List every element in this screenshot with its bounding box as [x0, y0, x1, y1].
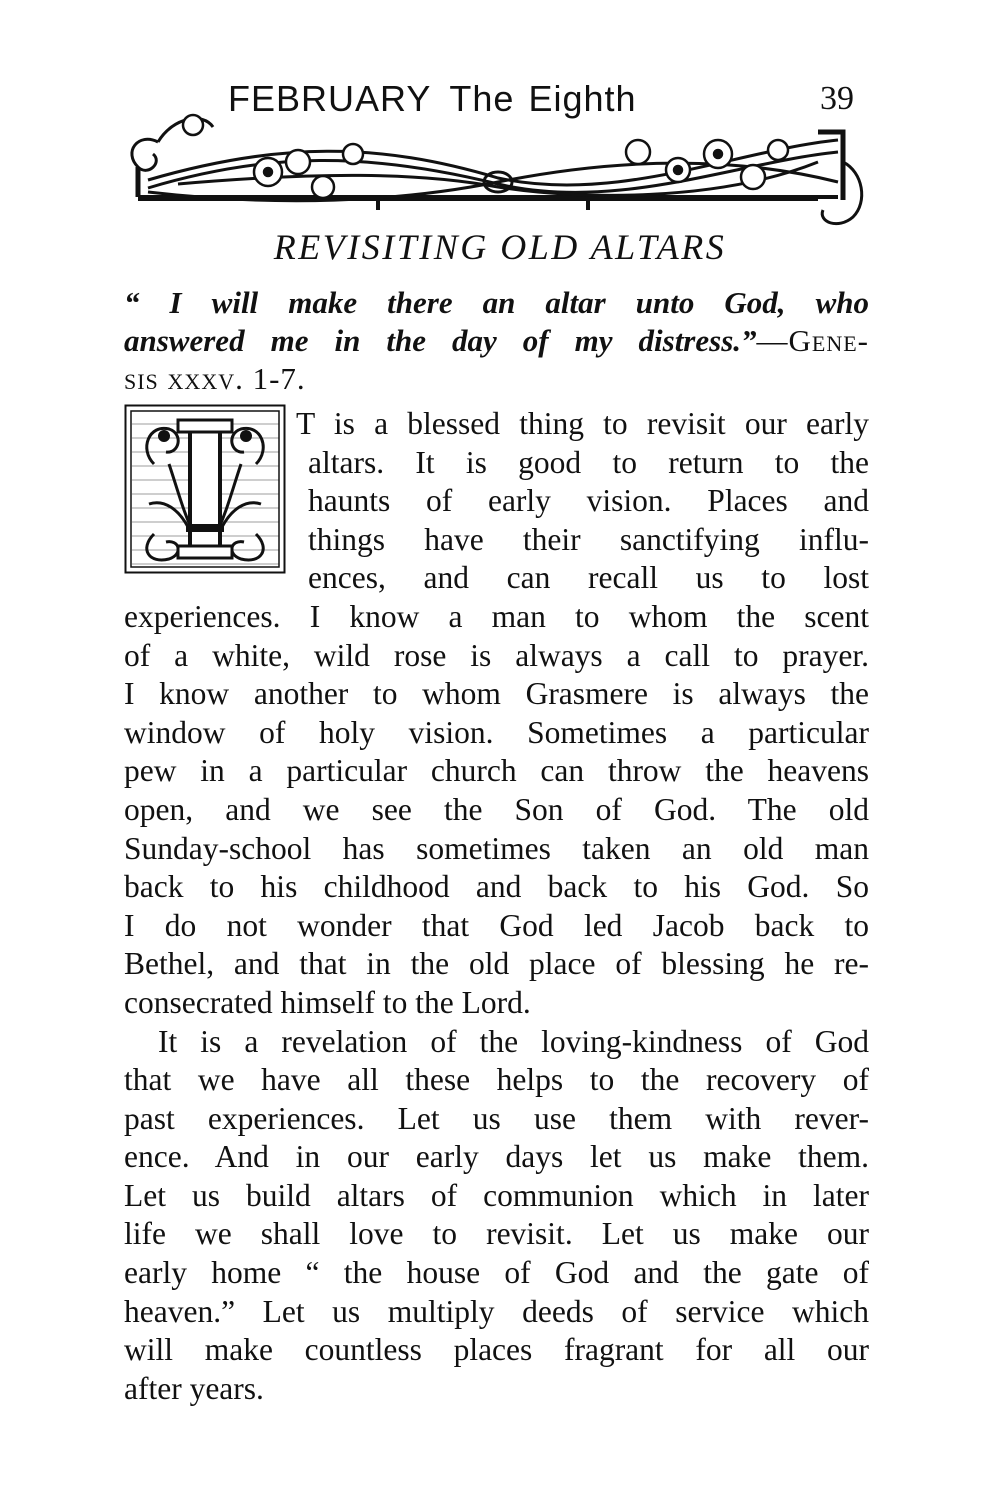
epigraph-quote-end: answered me in the day of my distress.” [124, 323, 757, 358]
text-line: I do not wonder that God led Jacob back to [124, 907, 869, 943]
epigraph-reference-end: sis xxxv. 1-7. [124, 361, 306, 396]
epigraph-reference-start: —Gene- [756, 323, 869, 358]
text-line: Bethel, and that in the old place of blessing he re- [124, 946, 869, 982]
text-line: back to his childhood and back to his God. So [124, 869, 869, 905]
text-line: T is a blessed thing to revisit our early [296, 406, 869, 441]
text-line: will make countless places fragrant for all our [124, 1332, 869, 1368]
text-line: after years. [124, 1370, 264, 1406]
text-line: ence. And in our early days let us make them. [124, 1139, 869, 1175]
text-line: Let us build altars of communion which in later [124, 1177, 869, 1213]
text-line: pew in a particular church can throw the heavens [124, 753, 869, 789]
text-line: that we have all these helps to the recovery of [124, 1062, 869, 1098]
text-line: past experiences. Let us use them with rever- [124, 1100, 869, 1136]
text-line: open, and we see the Son of God. The old [124, 791, 869, 827]
text-line: early home “ the house of God and the gate of [124, 1255, 869, 1291]
text-line: altars. It is good to return to the [308, 444, 869, 480]
body-text [124, 405, 869, 1408]
floral-header-ornament [118, 92, 873, 242]
text-line: of a white, wild rose is always a call to prayer. [124, 637, 869, 673]
text-line: I know another to whom Grasmere is always the [124, 676, 869, 712]
text-line: consecrated himself to the Lord. [124, 984, 531, 1020]
section-title: REVISITING OLD ALTARS [273, 227, 727, 267]
epigraph-line-1: “ I will make there an altar unto God, who [124, 285, 869, 320]
epigraph-line-2 [124, 322, 869, 360]
text-line: experiences. I know a man to whom the scent [124, 598, 869, 634]
text-line: haunts of early vision. Places and [308, 483, 869, 519]
text-line: things have their sanctifying influ- [308, 521, 869, 557]
page-number: 39 [820, 80, 854, 117]
epigraph [124, 284, 869, 398]
text-line: heaven.” Let us multiply deeds of service which [124, 1293, 869, 1329]
text-line: It is a revelation of the loving-kindness of God [158, 1023, 869, 1059]
text-line: life we shall love to revisit. Let us make our [124, 1216, 869, 1252]
header-day: Eighth [528, 78, 637, 119]
header-month: FEBRUARY [228, 78, 432, 119]
text-line: ences, and can recall us to lost [308, 560, 869, 596]
text-line: Sunday-school has sometimes taken an old man [124, 830, 869, 866]
header-the: The [449, 78, 515, 119]
text-line: window of holy vision. Sometimes a particular [124, 714, 869, 750]
